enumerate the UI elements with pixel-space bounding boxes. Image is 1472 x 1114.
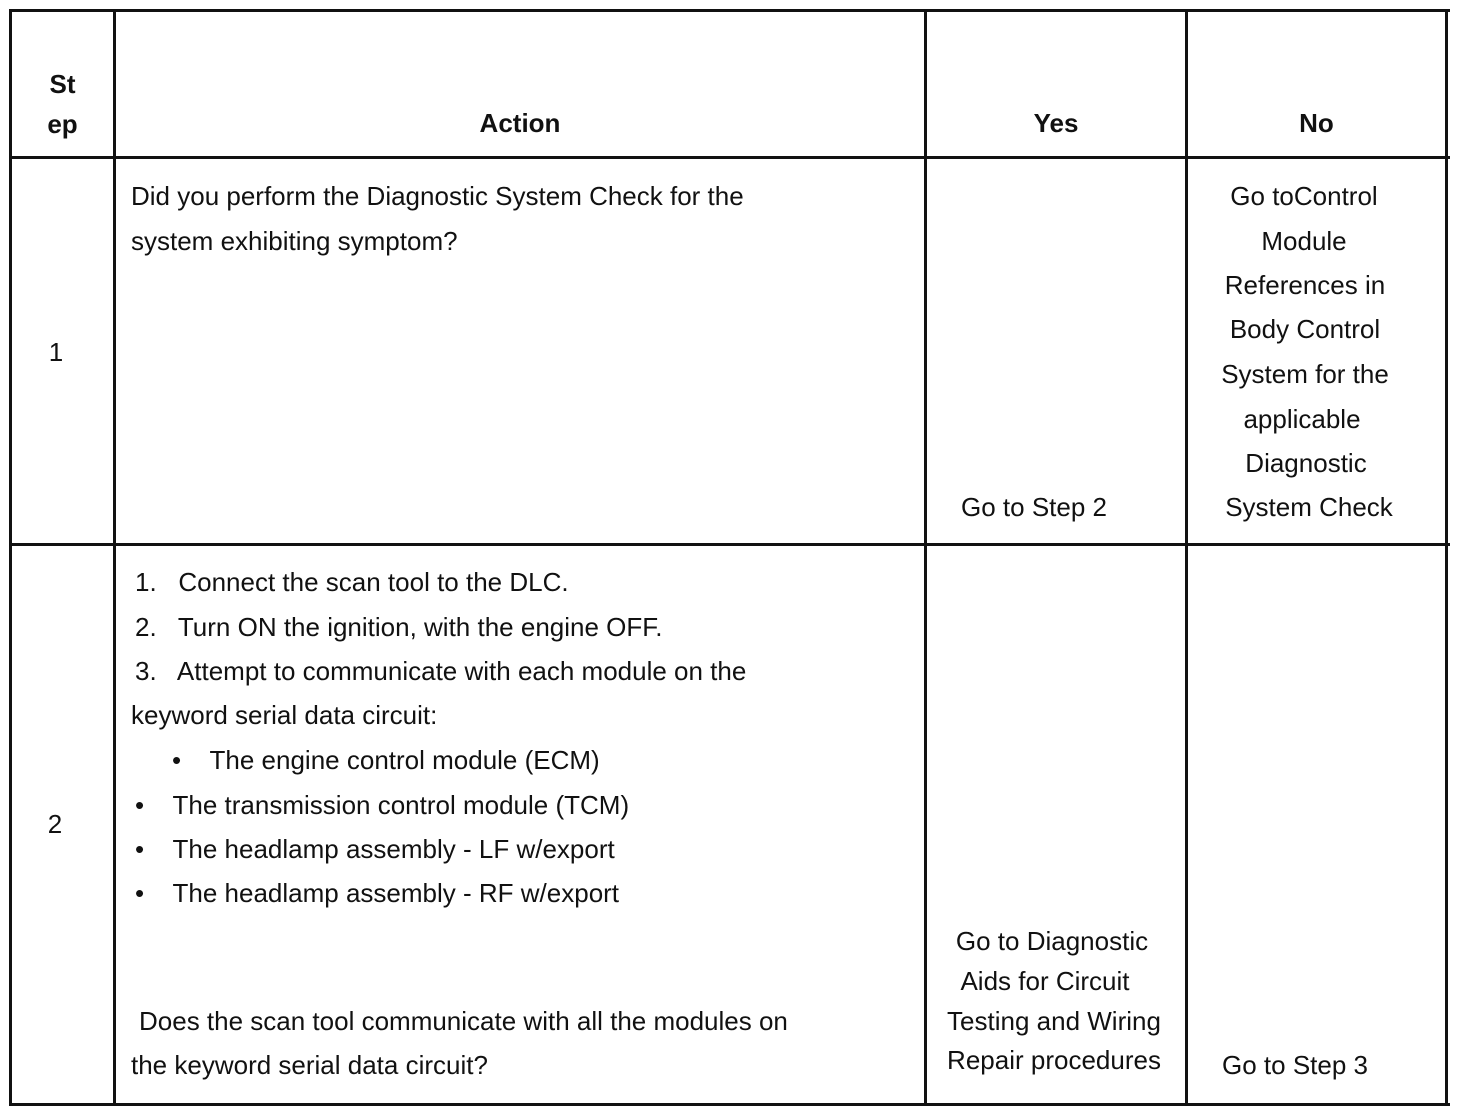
row2-action-bullet3: • The headlamp assembly - LF w/export	[135, 834, 615, 864]
row1-no-line6: applicable	[1243, 404, 1361, 434]
table-border-bottom	[9, 1103, 1450, 1106]
row2-no: Go to Step 3	[1222, 1050, 1368, 1080]
row1-action-line2: system exhibiting symptom?	[131, 226, 458, 256]
col-divider-yes	[1185, 9, 1188, 1106]
row1-no-line3: References in	[1224, 270, 1386, 300]
row2-action-line1: 1. Connect the scan tool to the DLC.	[135, 567, 569, 597]
table-border-right	[1445, 9, 1448, 1106]
row2-action-bullet2: • The transmission control module (TCM)	[135, 790, 630, 820]
row2-action-question1: Does the scan tool communicate with all the modules on	[139, 1006, 788, 1036]
row1-yes: Go to Step 2	[961, 492, 1107, 522]
row2-yes-line3: Testing and Wiring	[947, 1006, 1161, 1036]
row1-no-line2: Module	[1261, 226, 1347, 256]
header-step-line1: St	[49, 69, 76, 99]
row1-no-line8: System Check	[1225, 492, 1393, 522]
row1-no-line1: Go toControl	[1230, 181, 1378, 211]
row1-step: 1	[48, 337, 64, 367]
row2-action-line4: keyword serial data circuit:	[131, 700, 438, 730]
table-border-top	[9, 9, 1450, 12]
row1-no-line7: Diagnostic	[1245, 448, 1367, 478]
row2-action-line3: 3. Attempt to communicate with each module on the	[135, 656, 747, 686]
row2-action-question2: the keyword serial data circuit?	[131, 1050, 488, 1080]
table-border-left	[9, 9, 12, 1106]
header-yes: Yes	[1033, 108, 1079, 138]
header-step-line2: ep	[47, 109, 78, 139]
row1-no-line5: System for the	[1221, 359, 1389, 389]
header-divider	[9, 156, 1450, 159]
header-no: No	[1299, 108, 1334, 138]
row2-action-line2: 2. Turn ON the ignition, with the engine OFF.	[135, 612, 663, 642]
row1-no-line4: Body Control	[1229, 314, 1381, 344]
row2-yes-line1: Go to Diagnostic	[955, 926, 1149, 956]
header-action: Action	[479, 108, 561, 138]
row2-yes-line2: Aids for Circuit	[960, 966, 1130, 996]
row2-yes-line4: Repair procedures	[947, 1045, 1161, 1075]
row2-action-bullet1: • The engine control module (ECM)	[172, 745, 600, 775]
row2-action-bullet4: • The headlamp assembly - RF w/export	[135, 878, 620, 908]
row1-action-line1: Did you perform the Diagnostic System Check for the	[131, 181, 744, 211]
row-divider	[9, 543, 1450, 546]
row2-step: 2	[47, 809, 63, 839]
col-divider-step	[113, 9, 116, 1106]
